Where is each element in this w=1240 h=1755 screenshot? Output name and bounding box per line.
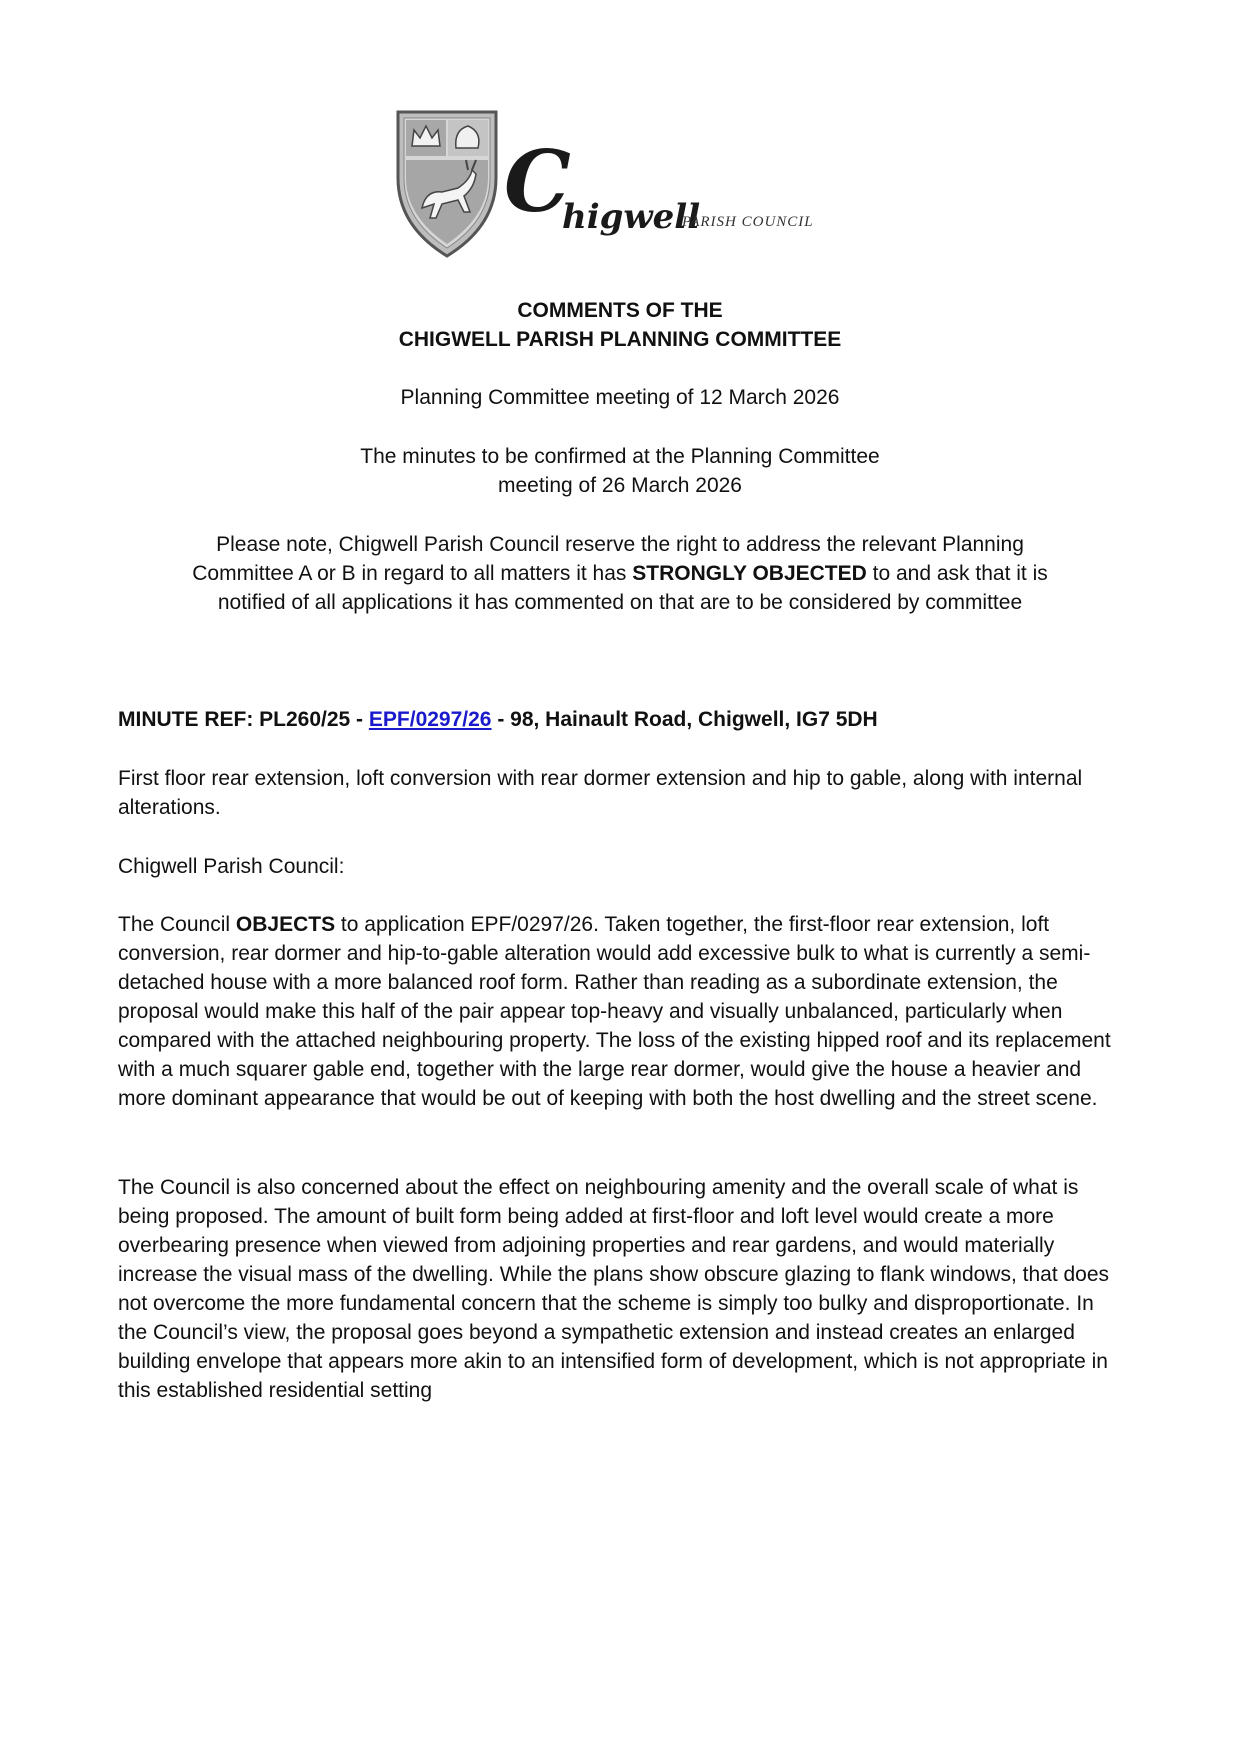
minutes-confirmation xyxy=(0,442,1240,500)
council-logo xyxy=(392,108,862,268)
objection-paragraph-1 xyxy=(118,910,1128,1113)
minutes-line-1: The minutes to be confirmed at the Planning Committee xyxy=(360,445,880,468)
strongly-objected-emphasis: STRONGLY OBJECTED xyxy=(632,562,867,585)
objects-emphasis: OBJECTS xyxy=(235,913,336,936)
document-heading xyxy=(0,296,1240,354)
minutes-line-2: meeting of 26 March 2026 xyxy=(498,474,742,497)
note-line-2-end: to and ask that it is xyxy=(866,562,1048,585)
objection-paragraph-2: The Council is also concerned about the effect on neighbouring amenity and the overall scale of what is being proposed. The amount of built form being added at first-floor and loft level would create a more overbearing presence when viewed from adjoining properties and rear gardens, and would materially increase the visual mass of the dwelling. While the plans show obscure glazing to flank windows, that does not overcome the more fundamental concern that the scheme is simply too bulky and disproportionate. In the Council’s view, the proposal goes beyond a sympathetic extension and instead creates an enlarged building envelope that appears more akin to an intensified form of development, which is not appropriate in this established residential setting xyxy=(118,1176,1110,1402)
note-line-3: notified of all applications it has commented on that are to be considered by committee xyxy=(217,591,1023,614)
note-line-2 xyxy=(0,559,1240,588)
minute-ref-prefix: MINUTE REF: PL260/25 - xyxy=(118,708,369,731)
note-line-2-start: Committee A or B in regard to all matters it has xyxy=(192,562,633,585)
para1-start: The Council xyxy=(118,913,236,936)
council-label: Chigwell Parish Council: xyxy=(118,855,345,878)
heading-line-1: COMMENTS OF THE xyxy=(517,299,723,322)
logo-subtitle: PARISH COUNCIL xyxy=(682,214,814,230)
note-line-1: Please note, Chigwell Parish Council reserve the right to address the relevant Planning xyxy=(216,533,1024,556)
logo-wordmark-initial: C xyxy=(504,132,571,231)
application-description: First floor rear extension, loft conversion with rear dormer extension and hip to gable, along with internal alterations. xyxy=(118,767,1083,819)
application-link[interactable]: EPF/0297/26 xyxy=(368,708,492,731)
minute-ref-address: - 98, Hainault Road, Chigwell, IG7 5DH xyxy=(491,708,878,731)
logo-wordmark: higwell xyxy=(562,197,701,237)
please-note xyxy=(0,530,1240,617)
para1-body: to application EPF/0297/26. Taken together, the first-floor rear extension, loft conversion, rear dormer and hip-to-gable alteration would add excessive bulk to what is currently a semi-detached house with a more balanced roof form. Rather than reading as a subordinate extension, the proposal would make this half of the pair appear top-heavy and visually unbalanced, particularly when compared with the attached neighbouring property. The loss of the existing hipped roof and its replacement with a much squarer gable end, together with the large rear dormer, would give the house a heavier and more dominant appearance that would be out of keeping with both the host dwelling and the street scene. xyxy=(118,913,1111,1110)
meeting-date: Planning Committee meeting of 12 March 2026 xyxy=(400,386,840,409)
minute-reference xyxy=(118,705,1128,734)
heading-line-2: CHIGWELL PARISH PLANNING COMMITTEE xyxy=(398,328,842,351)
coat-of-arms-shield-icon xyxy=(392,108,502,260)
